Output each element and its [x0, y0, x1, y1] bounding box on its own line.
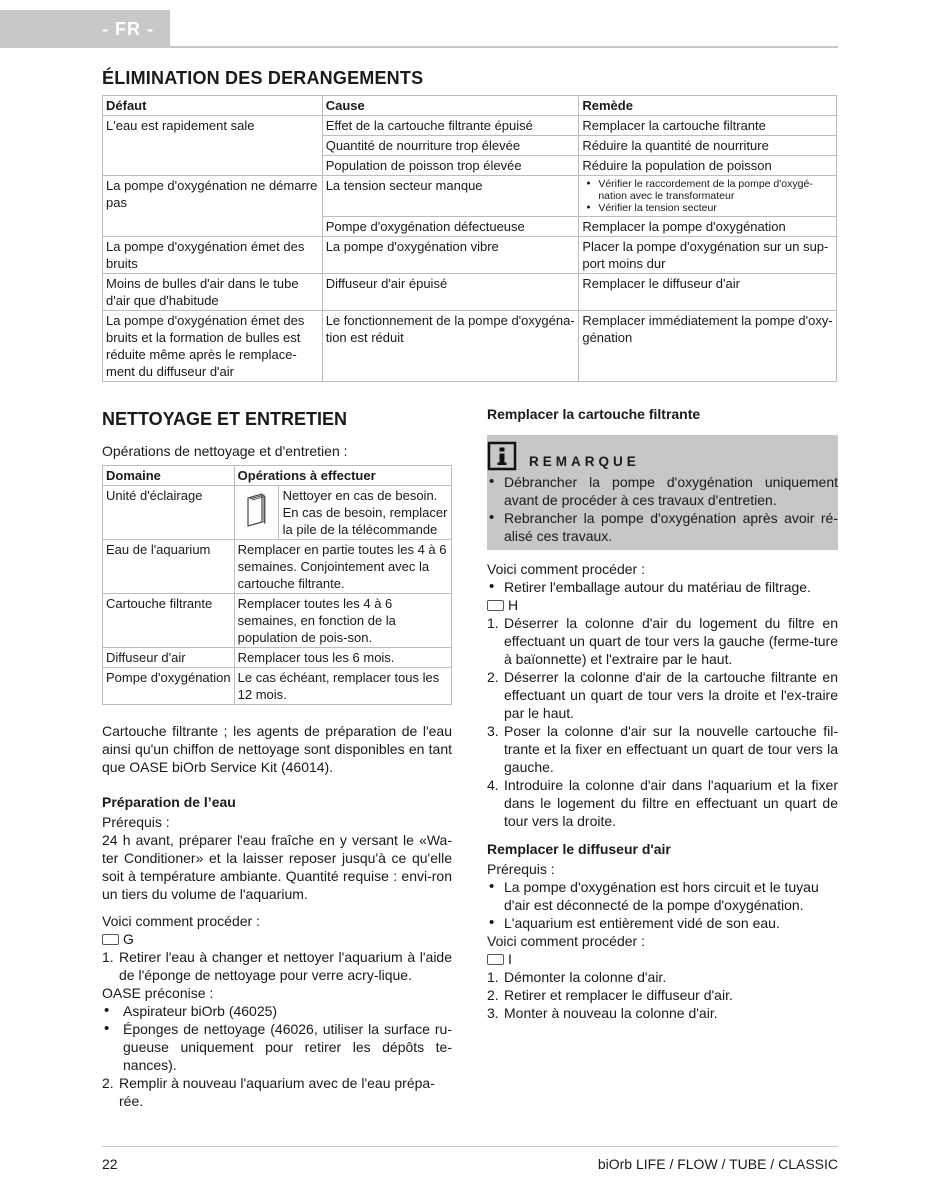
- recommend-list: [102, 1002, 452, 1074]
- water-step-list: [102, 1074, 452, 1110]
- defect-cell: La pompe d'oxygénation émet des bruits: [103, 237, 323, 274]
- step-text: Retirer l'eau à changer et nettoyer l'aquarium à l'aide de l'éponge de nettoyage pour verre acry-lique.: [119, 949, 452, 983]
- filter-title: Remplacer la cartouche filtrante: [487, 406, 701, 422]
- info-icon: [487, 441, 517, 471]
- howto-label: Voici comment procéder :: [487, 933, 645, 949]
- header-rule: [170, 46, 838, 48]
- step-item: 2. Remplir à nouveau l'aquarium avec de l'eau prépa-rée.: [102, 1075, 435, 1109]
- step-item: 2. Déserrer la colonne d'air de la cartouche filtrante en effectuant un quart de tour vers la droite et l'ex-traire par le haut.: [487, 669, 838, 721]
- area-cell: Eau de l'aquarium: [103, 540, 235, 594]
- ops-cell: [234, 486, 451, 540]
- remedy-cell: Réduire la quantité de nourriture: [579, 136, 837, 156]
- area-cell: Unité d'éclairage: [103, 486, 235, 540]
- figure-ref-icon: [102, 934, 119, 945]
- prereq-label: Prérequis :: [487, 861, 555, 877]
- step-item: 2. Retirer et remplacer le diffuseur d'air.: [487, 987, 733, 1003]
- cause-cell: Effet de la cartouche filtrante épuisé: [322, 116, 579, 136]
- step-text: Déserrer la colonne d'air du logement du filtre en effectuant un quart de tour vers la gauche (ferme-ture à baïonnette) et l'extraire par le haut.: [504, 615, 838, 667]
- remedy-list-item: ● Vérifier la tension secteur: [586, 202, 833, 214]
- step-text: Remplir à nouveau l'aquarium avec de l'eau prépa-rée.: [119, 1075, 435, 1109]
- cause-cell: Diffuseur d'air épuisé: [322, 274, 579, 311]
- remedy-list-item: ● Vérifier le raccordement de la pompe d'oxygé-nation avec le transformateur: [586, 178, 833, 202]
- language-tab: - FR -: [0, 10, 170, 48]
- table-row: [103, 594, 452, 648]
- cause-cell: Quantité de nourriture trop élevée: [322, 136, 579, 156]
- column-header: Domaine: [103, 466, 235, 486]
- cause-cell: Le fonctionnement de la pompe d'oxygéna-tion est réduit: [322, 311, 579, 382]
- figure-ref-letter: H: [508, 597, 519, 613]
- remedy-cell: Remplacer le diffuseur d'air: [579, 274, 837, 311]
- service-kit-note: Cartouche filtrante ; les agents de préparation de l'eau ainsi qu'un chiffon de nettoyage sont disponibles en tant que OASE biOrb Service Kit (46014).: [102, 723, 452, 775]
- remedy-cell: Réduire la population de poisson: [579, 156, 837, 176]
- filter-bullet-list: [487, 578, 838, 596]
- column-header: Défaut: [103, 96, 323, 116]
- area-cell: Cartouche filtrante: [103, 594, 235, 648]
- figure-reference: [487, 950, 838, 968]
- footer-rule: [102, 1146, 838, 1147]
- table-row: [103, 116, 837, 136]
- figure-reference: [487, 596, 838, 614]
- ops-cell: Le cas échéant, remplacer tous les 12 mois.: [234, 668, 451, 705]
- step-text: Retirer et remplacer le diffuseur d'air.: [504, 987, 733, 1003]
- troubleshooting-title: ÉLIMINATION DES DERANGEMENTS: [102, 68, 424, 88]
- remedy-list: [582, 177, 833, 215]
- figure-ref-letter: I: [508, 951, 512, 967]
- column-header: Cause: [322, 96, 579, 116]
- remedy-cell: Remplacer immédiatement la pompe d'oxy-génation: [579, 311, 837, 382]
- defect-cell: L'eau est rapidement sale: [103, 116, 323, 176]
- remark-item: • Rebrancher la pompe d'oxygénation après avoir ré-alisé ces travaux.: [487, 509, 838, 545]
- column-header: Opérations à effectuer: [234, 466, 451, 486]
- defect-cell: Moins de bulles d'air dans le tube d'air que d'habitude: [103, 274, 323, 311]
- ops-cell: Remplacer en partie toutes les 4 à 6 semaines. Conjointement avec la cartouche filtrante.: [234, 540, 451, 594]
- table-row: [103, 486, 452, 540]
- list-item-text: Éponges de nettoyage (46026, utiliser la surface ru-gueuse uniquement pour retirer les dépôts te-nances).: [123, 1021, 452, 1073]
- step-item: 1. Retirer l'eau à changer et nettoyer l'aquarium à l'aide de l'éponge de nettoyage pour verre acry-lique.: [102, 949, 452, 983]
- figure-ref-letter: G: [123, 931, 134, 947]
- cleaning-title: NETTOYAGE ET ENTRETIEN: [102, 409, 348, 429]
- remedy-cell: Placer la pompe d'oxygénation sur un sup-port moins dur: [579, 237, 837, 274]
- step-text: Déserrer la colonne d'air de la cartouche filtrante en effectuant un quart de tour vers la droite et l'ex-traire par le haut.: [504, 669, 838, 721]
- cause-cell: La pompe d'oxygénation vibre: [322, 237, 579, 274]
- defect-cell: La pompe d'oxygénation émet des bruits et la formation de bulles est réduite même après le remplace-ment du diffuseur d'air: [103, 311, 323, 382]
- figure-ref-icon: [487, 600, 504, 611]
- table-row: [103, 648, 452, 668]
- water-prep-prereq: 24 h avant, préparer l'eau fraîche en y versant le «Wa-ter Conditioner» et la laisser reposer jusqu'à ce qu'elle soit à température ambiante. Quantité requise : envi-ron un tiers du volume de l'aquarium.: [102, 832, 452, 902]
- column-header: Remède: [579, 96, 837, 116]
- table-row: [103, 311, 837, 382]
- table-row: [103, 540, 452, 594]
- list-item-text: Aspirateur biOrb (46025): [123, 1003, 278, 1019]
- cause-cell: Population de poisson trop élevée: [322, 156, 579, 176]
- cause-cell: La tension secteur manque: [322, 176, 579, 217]
- list-item: • L'aquarium est entièrement vidé de son eau.: [487, 914, 838, 932]
- area-cell: Pompe d'oxygénation: [103, 668, 235, 705]
- table-row: [103, 176, 837, 217]
- remedy-cell: Remplacer la pompe d'oxygénation: [579, 217, 837, 237]
- step-item: 1. Démonter la colonne d'air.: [487, 969, 667, 985]
- step-text: Monter à nouveau la colonne d'air.: [504, 1005, 718, 1021]
- howto-label: Voici comment procéder :: [102, 913, 260, 929]
- table-header-row: [103, 96, 837, 116]
- area-cell: Diffuseur d'air: [103, 648, 235, 668]
- ops-cell: Remplacer toutes les 4 à 6 semaines, en fonction de la population de pois-son.: [234, 594, 451, 648]
- table-row: [103, 274, 837, 311]
- cause-cell: Pompe d'oxygénation défectueuse: [322, 217, 579, 237]
- list-item: [102, 1002, 452, 1020]
- troubleshooting-table: [102, 95, 837, 382]
- step-item: 1. Déserrer la colonne d'air du logement du filtre en effectuant un quart de tour vers la gauche (ferme-ture à baïonnette) et l'extraire par le haut.: [487, 615, 838, 667]
- step-item: 3. Poser la colonne d'air sur la nouvelle cartouche fil-trante et la fixer en effectuant un quart de tour vers la gauche.: [487, 723, 838, 775]
- cleaning-column: [102, 442, 452, 1110]
- step-text: Introduire la colonne d'air dans l'aquarium et la fixer dans le logement du filtre en effectuant un quart de tour vers la droite.: [504, 777, 838, 829]
- ops-text: Nettoyer en cas de besoin. En cas de besoin, remplacer la pile de la télécommande: [282, 488, 448, 537]
- step-text: Poser la colonne d'air sur la nouvelle cartouche fil-trante et la fixer en effectuant un quart de tour vers la gauche.: [504, 723, 838, 775]
- remedy-cell: Remplacer la cartouche filtrante: [579, 116, 837, 136]
- filter-column: [487, 405, 838, 1022]
- page-number: 22: [102, 1156, 118, 1172]
- product-name: biOrb LIFE / FLOW / TUBE / CLASSIC: [597, 1156, 838, 1172]
- figure-ref-icon: [487, 954, 504, 965]
- cleaning-intro: Opérations de nettoyage et d'entretien :: [102, 443, 348, 459]
- water-step-list: [102, 948, 452, 984]
- filter-step-list: [487, 614, 838, 830]
- remark-item: • Débrancher la pompe d'oxygénation uniquement avant de procéder à ces travaux d'entretien.: [487, 473, 838, 509]
- step-item: 4. Introduire la colonne d'air dans l'aquarium et la fixer dans le logement du filtre en effectuant un quart de tour vers la droite.: [487, 777, 838, 829]
- diffuser-step-list: [487, 968, 838, 1022]
- remark-box: [487, 435, 838, 550]
- manual-book-icon: [235, 486, 279, 539]
- howto-label: Voici comment procéder :: [487, 561, 645, 577]
- remedy-cell: [579, 176, 837, 217]
- table-row: [103, 237, 837, 274]
- maintenance-table: [102, 465, 452, 705]
- figure-reference: [102, 930, 452, 948]
- remark-title: REMARQUE: [529, 454, 640, 469]
- defect-cell: La pompe d'oxygénation ne démarre pas: [103, 176, 323, 237]
- list-item: • La pompe d'oxygénation est hors circuit et le tuyau d'air est déconnecté de la pompe d'oxygénation.: [487, 878, 838, 914]
- ops-cell: Remplacer tous les 6 mois.: [234, 648, 451, 668]
- step-text: Démonter la colonne d'air.: [504, 969, 667, 985]
- table-header-row: [103, 466, 452, 486]
- list-item: [102, 1020, 452, 1074]
- step-item: 3. Monter à nouveau la colonne d'air.: [487, 1005, 718, 1021]
- water-prep-title: Préparation de l’eau: [102, 794, 236, 810]
- prereq-list: [487, 878, 838, 932]
- prereq-label: Prérequis :: [102, 814, 170, 830]
- remark-list: [487, 473, 838, 545]
- recommends-label: OASE préconise :: [102, 985, 214, 1001]
- diffuser-title: Remplacer le diffuseur d'air: [487, 841, 671, 857]
- list-item: • Retirer l'emballage autour du matériau de filtrage.: [487, 578, 838, 596]
- table-row: [103, 668, 452, 705]
